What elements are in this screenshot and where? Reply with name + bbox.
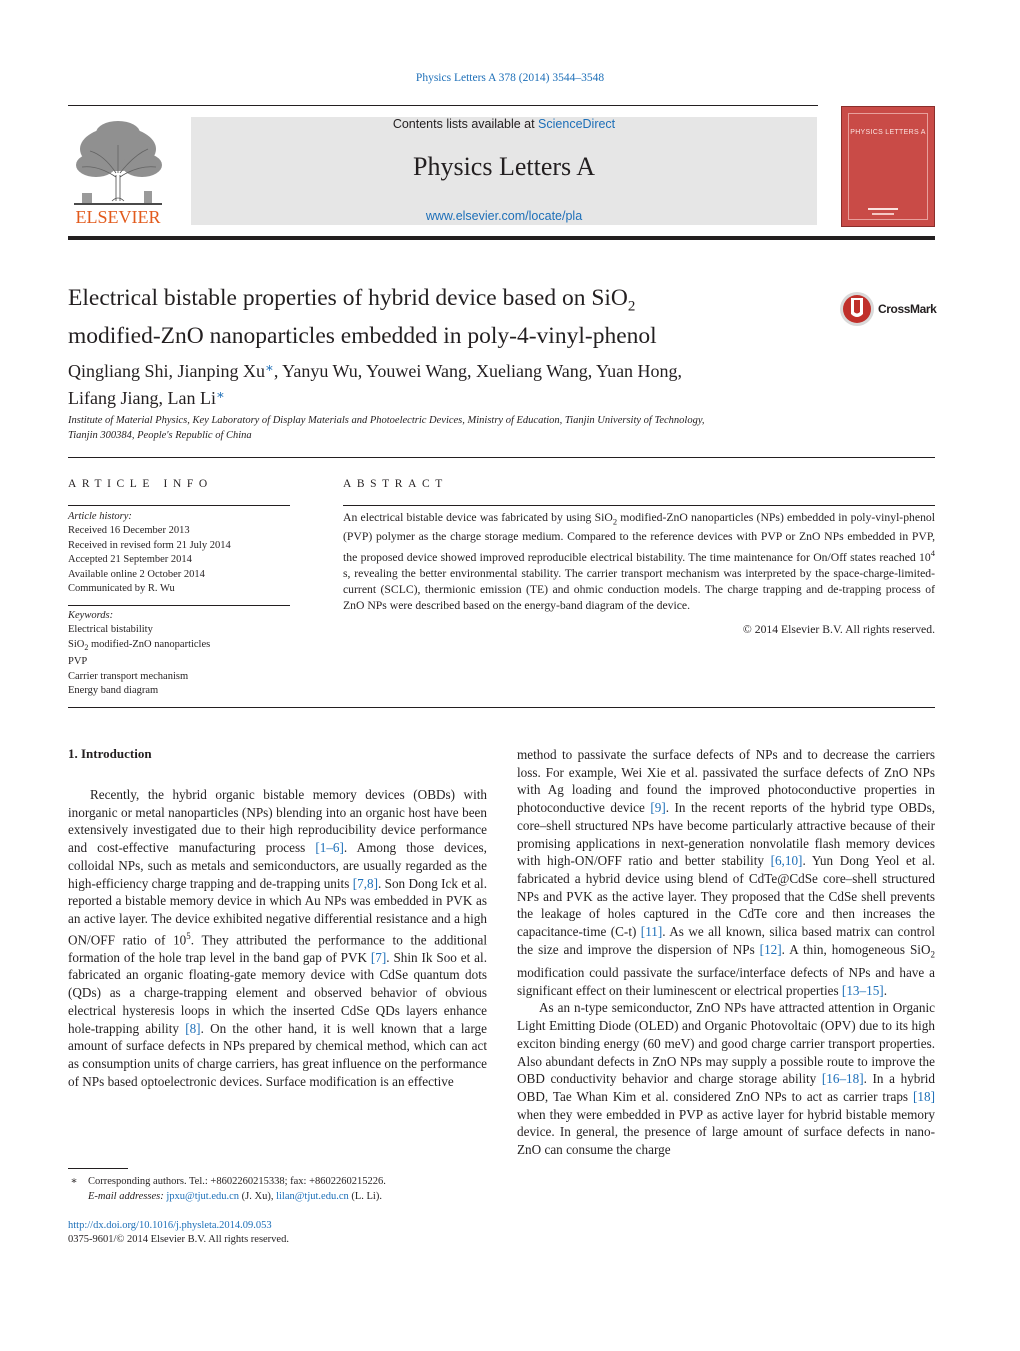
section-heading: 1. Introduction (68, 746, 152, 761)
citation-link[interactable]: [8] (185, 1020, 201, 1036)
crossmark-label: CrossMark (878, 302, 937, 316)
history-label: Article history: (68, 511, 132, 522)
citation-link[interactable]: [13–15] (841, 982, 884, 998)
history-item: Received 16 December 2013 (68, 525, 190, 537)
section-rule (68, 707, 935, 708)
citation-link[interactable]: [9] (650, 800, 666, 816)
abstract-copyright: © 2014 Elsevier B.V. All rights reserved. (742, 623, 935, 636)
history-item: Communicated by R. Wu (68, 583, 175, 595)
journal-url-link[interactable]: www.elsevier.com/locate/pla (425, 209, 583, 223)
author-list: Qingliang Shi, Jianping Xu∗, Yanyu Wu, Youwei Wang, Xueliang Wang, Yuan Hong, Lifang Jiang, Lan Li∗ (68, 360, 683, 408)
issn-line: 0375-9601/© 2014 Elsevier B.V. All rights reserved. (68, 1234, 289, 1245)
section-rule (343, 505, 935, 506)
keywords-label: Keywords: (68, 610, 114, 621)
citation-link[interactable]: [6,10] (770, 853, 803, 869)
history-item: Available online 2 October 2014 (68, 568, 205, 580)
article-history (68, 510, 290, 596)
abstract-text: An electrical bistable device was fabricated by using SiO$_2$ modified-ZnO nanoparticles (NPs) embedded in poly-vinyl-phenol (PVP) polymer as the charge storage medium. Compared to the reference devices with PVP or ZnO NPs embedded in PVP, the proposed device showed improved reproducible electrical bistability. The time maintenance for On/Off states reached $10^4$ s, revealing the better environmental stability. The carrier transport mechanism was interpreted by the space-charge-limited-current (SCLC), thermionic emission (TE) and ohmic conduction models. The charge trapping and de-trapping process of ZnO NPs were described based on the energy-band diagram of the device. (343, 511, 936, 613)
email-link[interactable]: lilan@tjut.edu.cn (276, 1190, 349, 1202)
email-link[interactable]: jpxu@tjut.edu.cn (166, 1190, 240, 1202)
section-rule (68, 457, 935, 458)
doi-link[interactable]: http://dx.doi.org/10.1016/j.physleta.2014.09.053 (68, 1220, 272, 1231)
citation-link[interactable]: [1–6] (315, 840, 344, 856)
journal-reference[interactable]: Physics Letters A 378 (2014) 3544–3548 (415, 72, 605, 84)
paragraph: method to passivate the surface defects of NPs and to decrease the carriers loss. For example, Wei Xie et al. passivated the surface defects of ZnO NPs with Ag loading and found the improved photoconductive properties in photoconductive device [9]. In the recent reports of the hybrid type OBDs, core–shell structured NPs have become particularly attractive because of their promising applications in next-generation nonvolatile flash memory devices with high-ON/OFF ratio and better stability [6,10]. Yun Dong Yeol et al. fabricated a hybrid device using blend of CdTe@CdSe core–shell structured NPs and PVK as the active layer. They proposed that the CdSe shell prevents the leakage of holes captured in the CdTe core and then increases the capacitance-time (C-t) [11]. As we all known, silica based matrix can control the size and improve the dispersion of NPs [12]. A thin, homogeneous SiO$_2$ modification could passivate the surface/interface defects of NPs and have a significant effect on their luminescent or electrical properties [13–15]. (517, 747, 935, 998)
keyword-item: SiO$_2$ modified-ZnO nanoparticles (68, 638, 211, 652)
citation-link[interactable]: [11] (640, 924, 663, 940)
article-title: Electrical bistable properties of hybrid device based on SiO$_2$ modified-ZnO nanoparticles embedded in poly-4-vinyl-phenol (68, 285, 657, 349)
contents-line: Contents lists available at ScienceDirect (392, 117, 616, 131)
body-column-right (517, 746, 935, 1159)
abstract-heading: ABSTRACT (343, 478, 448, 490)
citation-link[interactable]: [7] (370, 949, 387, 965)
cover-decoration (868, 208, 898, 210)
body-column-left (68, 786, 487, 1090)
cover-title: PHYSICS LETTERS A (850, 129, 926, 136)
journal-name: Physics Letters A (413, 152, 595, 181)
keyword-item: Carrier transport mechanism (68, 670, 189, 682)
keyword-item: Energy band diagram (68, 685, 159, 697)
keyword-item: PVP (68, 656, 88, 668)
citation-link[interactable]: [12] (759, 941, 782, 957)
corresponding-author-footnote: ∗ Corresponding authors. Tel.: +8602260215338; fax: +8602260215226. E-mail addresses: jpxu@tjut.edu.cn (J. Xu), lilan@tjut.edu.cn (L. Li). (70, 1176, 386, 1202)
footnote-rule (68, 1168, 128, 1169)
header-rule (68, 105, 818, 106)
header-thick-rule (68, 236, 935, 240)
history-item: Received in revised form 21 July 2014 (68, 539, 231, 551)
affiliation: Institute of Material Physics, Key Laboratory of Display Materials and Photoelectric Devices, Ministry of Education, Tianjin University of Technology, Tianjin 300384, People's Republic of China (68, 415, 705, 441)
elsevier-tree-logo (68, 115, 168, 227)
history-item: Accepted 21 September 2014 (68, 554, 192, 566)
sciencedirect-link[interactable]: ScienceDirect (538, 117, 616, 131)
keywords (68, 609, 290, 699)
paragraph: As an n-type semiconductor, ZnO NPs have attracted attention in Organic Light Emitting Diode (OLED) and Organic Photovoltaic (OPV) due to its high exciton binding energy (60 meV) and good charge carrier transport properties. Also abundant defects in ZnO NPs may supply a possible route to improve the OBD conductivity behavior and charge storage ability [16–18]. In a hybrid OBD, Tae Whan Kim et al. considered ZnO NPs to act as carrier traps [18] when they were embedded in PVP as active layer for hybrid bistable memory device. In general, the presence of large amount of surface defects in nano-ZnO can consume the charge (517, 1000, 936, 1158)
keyword-item: Electrical bistability (68, 624, 153, 636)
section-rule (68, 505, 290, 506)
journal-cover[interactable] (841, 106, 935, 227)
article-info-heading: ARTICLE INFO (68, 478, 213, 490)
section-rule (68, 605, 290, 606)
corresponding-author-mark[interactable]: ∗ (265, 360, 274, 375)
paragraph: Recently, the hybrid organic bistable memory devices (OBDs) with inorganic or metal nanoparticles (NPs) blending into an organic host have been extensively investigated due to their high reproducibility device performance and cost-effective manufacturing process [1–6]. Among those devices, colloidal NPs, such as metals and semiconductors, are usually regarded as the high-efficiency charge trapping and de-trapping units [7,8]. Son Dong Ick et al. reported a bistable memory device in which Au NPs was embedded in PVK as an active layer. The device exhibited negative differential resistance and a high ON/OFF ratio of $10^5$. They attributed the performance to the additional formation of the hole trap level in the band gap of PVK [7]. Shin Ik Soo et al. fabricated an organic floating-gate memory device with CdSe quantum dots (QDs) as a charge-trapping element and observed behavior of obvious electrical hysteresis loops in which the inserted CdSe QDs layers enhance hole-trapping ability [8]. On the other hand, it is well known that a large amount of surface defects in NPs prepared by chemical method, which can act as consumption units of charge carriers, has great influence on the performance of NPs based optoelectronic devices. Surface modification is an effective (68, 787, 487, 1089)
corresponding-author-mark[interactable]: ∗ (215, 387, 225, 402)
elsevier-wordmark: ELSEVIER (75, 207, 161, 227)
citation-link[interactable]: [18] (913, 1089, 935, 1104)
cover-decoration (872, 213, 894, 215)
citation-link[interactable]: [7,8] (352, 875, 378, 891)
citation-link[interactable]: [16–18] (821, 1071, 864, 1087)
